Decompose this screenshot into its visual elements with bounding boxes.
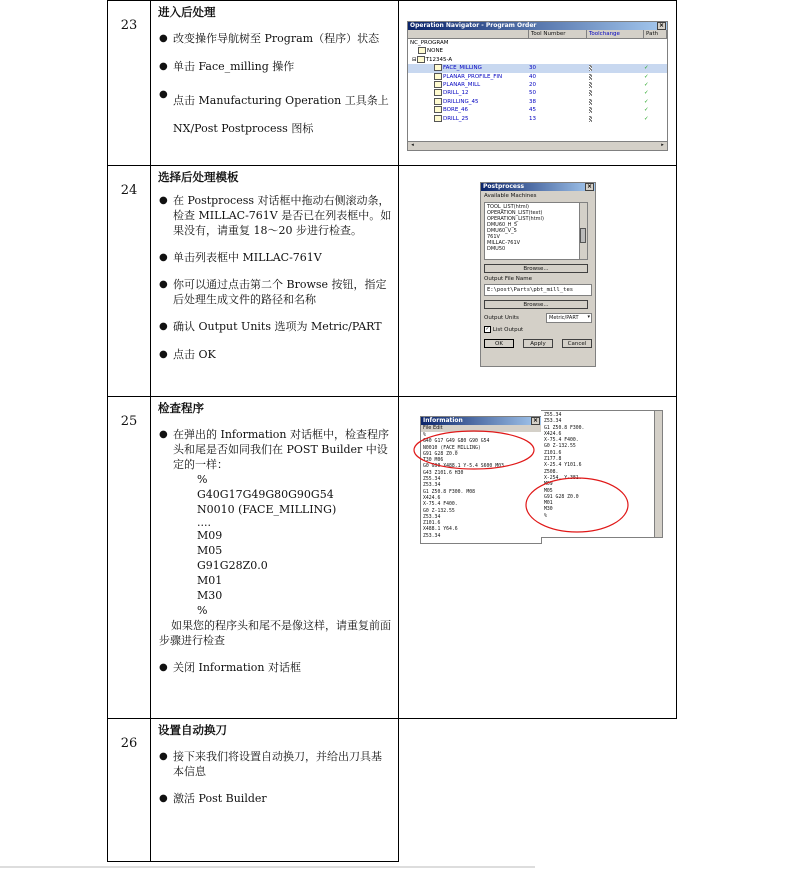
operation-name: PLANAR_MILL: [443, 81, 481, 88]
toolchange-marker: [589, 65, 592, 71]
step-number: 24: [108, 166, 151, 397]
path-check-icon: ✓: [644, 115, 649, 122]
operation-row[interactable]: [408, 106, 667, 114]
operation-icon: [434, 98, 442, 105]
operation-name: FACE_MILLING: [443, 65, 482, 72]
step-number: 25: [108, 397, 151, 719]
step-image: [399, 719, 677, 862]
close-icon[interactable]: ×: [532, 417, 539, 424]
operation-icon: [434, 81, 442, 88]
dialog-buttons: [484, 339, 592, 348]
note-text: 如果您的程序头和尾不是像这样，请重复前面步骤进行检查: [159, 619, 391, 647]
tool-number: 38: [529, 98, 536, 105]
output-units-row: [484, 313, 592, 323]
operation-icon: [434, 106, 442, 113]
operation-name: BORE_46: [443, 107, 469, 114]
step-title: 检查程序: [158, 401, 204, 415]
operation-icon: [434, 73, 442, 80]
bullet-item: ● 在弹出的 Information 对话框中，检查程序头和尾是否如同我们在 POST Builder 中设定的一样：: [159, 428, 390, 471]
tree-node[interactable]: ⊟ T12345-A: [412, 56, 453, 63]
operation-row[interactable]: [408, 73, 667, 81]
step-title: 设置自动换刀: [158, 723, 227, 737]
output-file-field[interactable]: E:\post\Parts\pbt_mill_tes: [484, 284, 592, 296]
machine-list-item[interactable]: MILLAC-761V: [487, 240, 521, 246]
bullet-item: ● 改变操作导航树至 Program（程序）状态: [159, 32, 380, 45]
scroll-thumb[interactable]: [580, 228, 586, 243]
info-text: % G40 G17 G49 G80 G90 G54 N0010 (FACE_MILLING) G91 G28 Z0.0 T30 M06 G0 G90 X488.1 Y-5.4 S600 M03 G43 Z101.6 H30 Z55.34 Z53.34 G1 Z50.8 F300. M08 X424.6 X-75.4 F400. G0 Z-132.55 Z53.34 Z101.6 X488.1 Y64.6 Z53.34: [423, 433, 504, 539]
step-text: [151, 166, 399, 397]
bullet-item: ● 激活 Post Builder: [159, 792, 267, 805]
apply-button[interactable]: Apply: [523, 339, 553, 348]
bullet-item: ● 点击 Manufacturing Operation 工具条上 NX/Post Postprocess 图标: [159, 89, 389, 135]
operation-row[interactable]: [408, 115, 667, 123]
postprocess-dialog: [480, 182, 596, 367]
machine-list-item[interactable]: DMU60_V_5: [487, 228, 517, 234]
machine-list-item[interactable]: DMU60_H_5: [487, 222, 518, 228]
folder-icon: [418, 47, 426, 54]
step-text: [151, 719, 399, 862]
window-title: Operation Navigator - Program Order ×: [408, 22, 667, 30]
close-icon[interactable]: ×: [586, 183, 593, 190]
bullet-item: ● 单击 Face_milling 操作: [159, 60, 295, 73]
toolchange-marker: [589, 90, 592, 96]
step-text: [151, 1, 399, 166]
toolchange-marker: [589, 99, 592, 105]
scroll-left-icon[interactable]: ◂: [411, 142, 414, 148]
path-check-icon: ✓: [644, 90, 649, 97]
bullet-item: ● 接下来我们将设置自动换刀，并给出刀具基本信息: [159, 750, 382, 778]
tool-number: 50: [529, 90, 536, 97]
machine-list-item[interactable]: TOOL_LIST(html): [487, 204, 529, 210]
highlight-circle-tail: [520, 470, 645, 540]
operation-name: DRILL_12: [443, 90, 469, 97]
chevron-down-icon: ▾: [587, 314, 590, 320]
folder-icon: [417, 56, 425, 63]
tool-number: 13: [529, 115, 536, 122]
step-title: 选择后处理模板: [158, 170, 239, 184]
operation-name: DRILL_25: [443, 115, 469, 122]
tool-number: 45: [529, 107, 536, 114]
browse-output-button[interactable]: Browse...: [484, 300, 588, 309]
operation-icon: [434, 64, 442, 71]
toolchange-marker: [589, 82, 592, 88]
vertical-scrollbar[interactable]: [579, 203, 587, 259]
list-output-checkbox[interactable]: ✓: [485, 326, 490, 332]
step-text: [151, 397, 399, 719]
tree-node[interactable]: NONE: [408, 47, 667, 55]
operation-icon: [434, 115, 442, 122]
machine-list-item[interactable]: DMU50: [487, 246, 506, 252]
output-units-label: Output Units: [484, 314, 519, 321]
step-number: 23: [108, 1, 151, 166]
machine-list[interactable]: [484, 202, 588, 260]
toolchange-marker: [589, 74, 592, 80]
step-title: 进入后处理: [158, 5, 216, 19]
path-check-icon: ✓: [644, 98, 649, 105]
window-title: Information ×: [421, 417, 541, 425]
operation-row[interactable]: [408, 64, 667, 72]
menu-bar[interactable]: File Edit: [421, 425, 541, 432]
toolchange-marker: [589, 107, 592, 113]
path-check-icon: ✓: [644, 65, 649, 72]
browse-machines-button[interactable]: Browse...: [484, 264, 588, 273]
list-output-row[interactable]: ✓ List Output: [485, 326, 524, 333]
machine-list-item[interactable]: OPERATION_LIST(html): [487, 216, 544, 222]
bullet-item: ● 在 Postprocess 对话框中拖动右侧滚动条，检查 MILLAC-761V 是否已在列表框中。如果没有，请重复 18～20 步进行检查。: [159, 194, 392, 237]
path-check-icon: ✓: [644, 107, 649, 114]
output-file-label: Output File Name: [484, 276, 533, 282]
operation-name: DRILLING_45: [443, 98, 479, 105]
tool-number: 40: [529, 73, 536, 80]
tree-node[interactable]: NC_PROGRAM: [410, 40, 449, 46]
navigator-header: Tool Number Toolchange Path: [408, 30, 667, 39]
scroll-right-icon[interactable]: ▸: [661, 142, 664, 148]
code-block: % G40G17G49G80G90G54 N0010 (FACE_MILLING) .... M09 M05 G91G28Z0.0 M01 M30 %: [197, 473, 337, 617]
path-check-icon: ✓: [644, 73, 649, 80]
close-icon[interactable]: ×: [658, 22, 665, 29]
available-machines-label: Available Machines: [484, 193, 537, 199]
tool-number: 30: [529, 65, 536, 72]
step-number: 26: [108, 719, 151, 862]
operation-row[interactable]: [408, 98, 667, 106]
bullet-item: ● 关闭 Information 对话框: [159, 661, 302, 674]
operation-icon: [434, 89, 442, 96]
ok-button[interactable]: OK: [484, 339, 514, 348]
bullet-item: ● 你可以通过点击第二个 Browse 按钮，指定后处理生成文件的路径和名称: [159, 278, 387, 306]
page-shadow: [0, 866, 535, 868]
step-row-26: [108, 719, 677, 862]
horizontal-scrollbar[interactable]: [408, 141, 667, 150]
output-units-select[interactable]: Metric/PART ▾: [546, 313, 592, 323]
bullet-item: ● 确认 Output Units 选项为 Metric/PART: [159, 320, 382, 333]
operation-row[interactable]: [408, 89, 667, 97]
bullet-item: ● 点击 OK: [159, 348, 216, 361]
window-title: Postprocess ×: [481, 183, 595, 191]
machine-list-item[interactable]: 761V: [487, 234, 500, 240]
info-text: Z55.34 Z53.34 G1 Z50.8 F300. X424.6 X-75.4 F400. G0 Z-132.55 Z101.6 Z177.8 X-25.4 Y101.6 Z508. X-254. Y-381. M09 M05 G91 G28 Z0.0 M01 M30 %: [544, 413, 585, 519]
vertical-scrollbar[interactable]: [654, 411, 662, 537]
toolchange-marker: [589, 116, 592, 122]
operation-name: PLANAR_PROFILE_FIN: [443, 73, 503, 80]
path-check-icon: ✓: [644, 81, 649, 88]
bullet-item: ● 单击列表框中 MILLAC-761V: [159, 251, 322, 264]
cancel-button[interactable]: Cancel: [562, 339, 592, 348]
tool-number: 20: [529, 81, 536, 88]
operation-navigator-window: [407, 21, 668, 151]
machine-list-item[interactable]: OPERATION_LIST(text): [487, 210, 543, 216]
operation-row[interactable]: [408, 81, 667, 89]
